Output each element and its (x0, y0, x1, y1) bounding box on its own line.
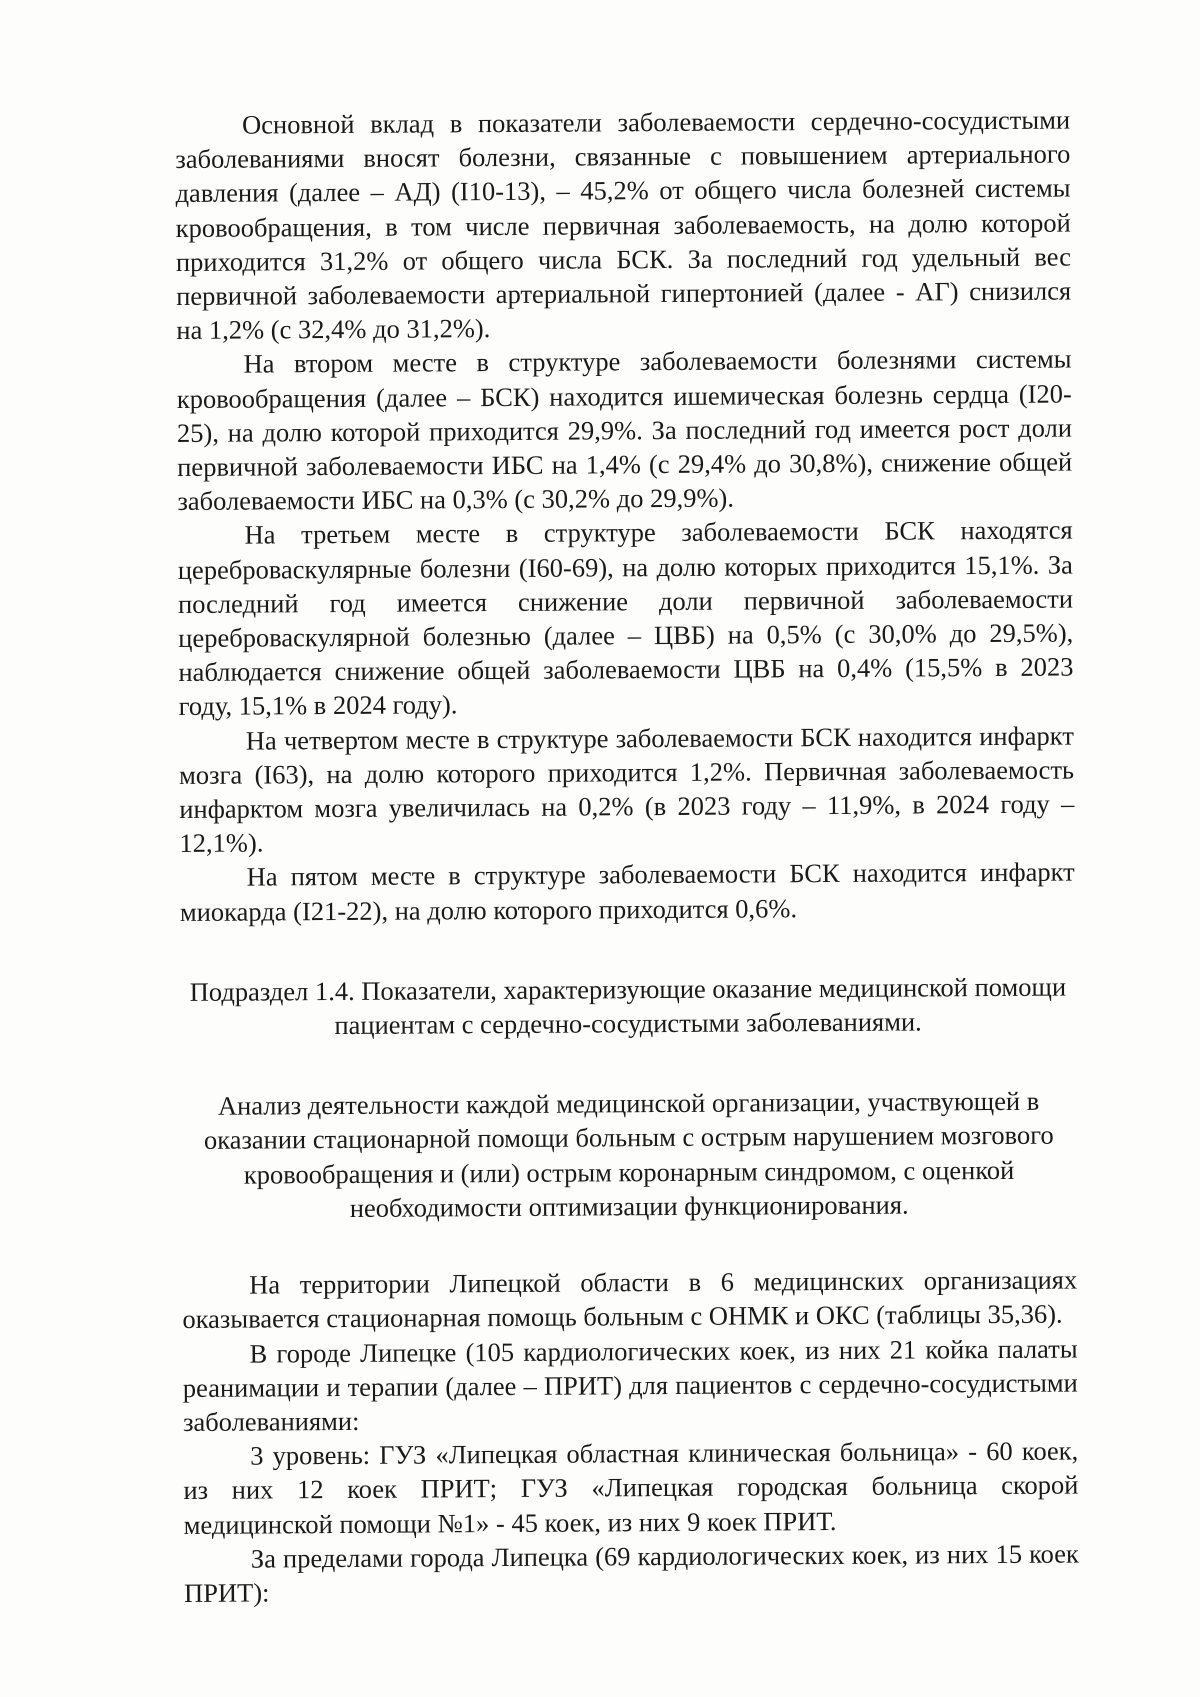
paragraph-cerebrovascular-diseases: На третьем месте в структуре заболеваемости БСК находятся цереброваскулярные болезни (I60-69), на долю которых приходится 15,1%. За последний год имеется снижение доли первичной заболеваемости цереброваскулярной болезнью (далее – ЦВБ) на 0,5% (с 30,0% до 29,5%), наблюдается снижение общей заболеваемости ЦВБ на 0,4% (15,5% в 2023 году, 15,1% в 2024 году). (177, 514, 1074, 722)
paragraph-medical-organizations: На территории Липецкой области в 6 медицинских организациях оказывается стационарная помощь больным с ОНМК и ОКС (таблицы 35,36). (182, 1264, 1078, 1335)
paragraph-lipetsk-city-beds: В городе Липецке (105 кардиологических коек, из них 21 койка палаты реанимации и терапии (далее – ПРИТ) для пациентов с сердечно-сосудистыми заболеваниями: (182, 1333, 1078, 1437)
paragraph-ischemic-heart-disease: На втором месте в структуре заболеваемости болезнями системы кровообращения (далее – БСК) находится ишемическая болезнь сердца (I20-25), на долю которой приходится 29,9%. За последний год имеется рост доли первичной заболеваемости ИБС на 1,4% (с 29,4% до 30,8%), снижение общей заболеваемости ИБС на 0,3% (с 30,2% до 29,9%). (176, 343, 1073, 517)
paragraph-cerebral-infarction: На четвертом месте в структуре заболеваемости БСК находится инфаркт мозга (I63), на долю которого приходится 1,2%. Первичная заболеваемость инфарктом мозга увеличилась на 0,2% (в 2023 году – 11,9%, в 2024 году – 12,1%). (178, 720, 1075, 859)
paragraph-myocardial-infarction: На пятом месте в структуре заболеваемости БСК находится инфаркт миокарда (I21-22), на долю которого приходится 0,6%. (179, 856, 1075, 927)
paragraph-hypertension: Основной вклад в показатели заболеваемости сердечно-сосудистыми заболеваниями вносят болезни, связанные с повышением артериального давления (далее – АД) (I10-13), – 45,2% от общего числа болезней системы кровообращения, в том числе первичная заболеваемость, на долю которой приходится 31,2% от общего числа БСК. За последний год удельный вес первичной заболеваемости артериальной гипертонией (далее - АГ) снизился на 1,2% (с 32,4% до 31,2%). (175, 104, 1072, 346)
document-body (175, 103, 1079, 1611)
paragraph-level-3-hospitals: 3 уровень: ГУЗ «Липецкая областная клиническая больница» - 60 коек, из них 12 коек ПРИТ; ГУЗ «Липецкая городская больница скорой медицинской помощи №1» - 45 коек, из них 9 коек ПРИТ. (183, 1435, 1079, 1540)
paragraph-outside-lipetsk: За пределами города Липецка (69 кардиологических коек, из них 15 коек ПРИТ): (183, 1538, 1079, 1608)
subsection-title: Анализ деятельности каждой медицинской организации, участвующей в оказании стационарной помощи больным с острым нарушением мозгового кровообращения и (или) острым коронарным синдромом, с оценкой необходимости оптимизации функционирования. (203, 1086, 1054, 1223)
section-title: Подраздел 1.4. Показатели, характеризующие оказание медицинской помощи пациентам с сердечно-сосудистыми заболеваниями. (189, 971, 1067, 1041)
